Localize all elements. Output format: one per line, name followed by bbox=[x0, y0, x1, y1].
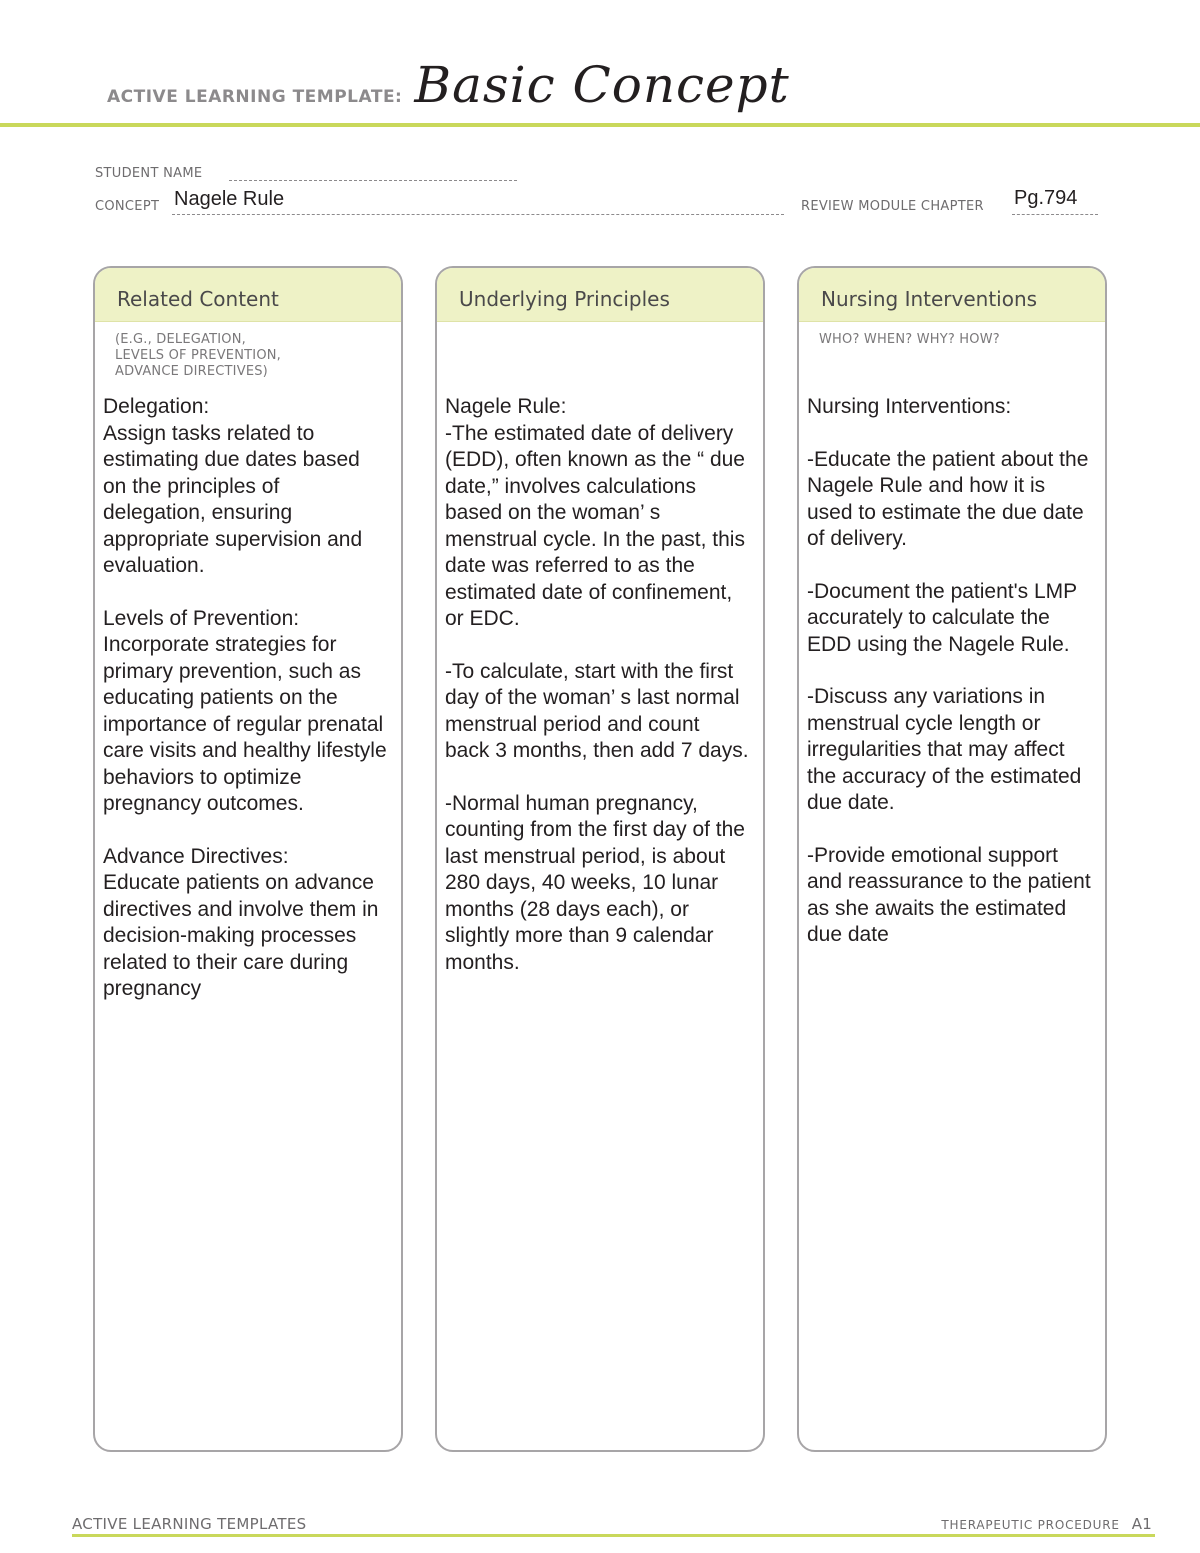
card-underlying-principles bbox=[435, 266, 765, 1452]
paragraph-heading: Nursing Interventions: bbox=[807, 395, 1012, 418]
card-subtitle bbox=[437, 322, 763, 380]
card-subtitle: WHO? WHEN? WHY? HOW? bbox=[819, 332, 1000, 347]
review-module-field[interactable] bbox=[1012, 187, 1098, 215]
footer-right bbox=[941, 1515, 1152, 1533]
student-name-label: STUDENT NAME bbox=[95, 166, 203, 181]
card-subtitle: (E.G., DELEGATION, LEVELS OF PREVENTION, ADVANCE DIRECTIVES) bbox=[115, 332, 282, 379]
concept-field[interactable] bbox=[172, 188, 784, 215]
card-title: Related Content bbox=[117, 287, 279, 311]
concept-value: Nagele Rule bbox=[174, 188, 285, 210]
template-header bbox=[107, 56, 790, 126]
card-header bbox=[437, 268, 763, 322]
paragraph-delegation: Delegation: Assign tasks related to estimating due dates based on the principles of delegation, ensuring appropriate supervision and evaluation. bbox=[103, 395, 363, 577]
card-title: Nursing Interventions bbox=[821, 287, 1038, 311]
template-label: ACTIVE LEARNING TEMPLATE: bbox=[107, 87, 403, 107]
card-nursing-interventions bbox=[797, 266, 1107, 1452]
paragraph-nagele-rule: Nagele Rule: -The estimated date of delivery (EDD), often known as the “ due date,” involves calculations based on the woman’ s menstrual cycle. In the past, this date was referred to as the estimated date of confinement, or EDC. bbox=[445, 395, 745, 630]
card-title: Underlying Principles bbox=[459, 287, 670, 311]
review-module-value: Pg.794 bbox=[1014, 187, 1078, 209]
page-number: A1 bbox=[1131, 1515, 1152, 1533]
paragraph-pregnancy-length: -Normal human pregnancy, counting from the first day of the last menstrual period, is about 280 days, 40 weeks, 10 lunar months (28 days each), or slightly more than 9 calendar months. bbox=[445, 791, 745, 974]
card-body[interactable] bbox=[437, 380, 763, 976]
concept-label: CONCEPT bbox=[95, 199, 160, 214]
footer-divider bbox=[72, 1534, 1155, 1537]
paragraph-advance-directives: Advance Directives: Educate patients on advance directives and involve them in decision-making processes related to their care during pregnancy bbox=[103, 844, 379, 1000]
header-divider bbox=[0, 123, 1200, 127]
template-title: Basic Concept bbox=[414, 56, 790, 114]
paragraph-levels-of-prevention: Levels of Prevention: Incorporate strategies for primary prevention, such as educating patients on the importance of regular prenatal care visits and healthy lifestyle behaviors to optimize pregnancy outcomes. bbox=[103, 606, 387, 815]
review-module-label: REVIEW MODULE CHAPTER bbox=[801, 199, 984, 214]
paragraph-support: -Provide emotional support and reassurance to the patient as she awaits the estimated due date bbox=[807, 843, 1091, 946]
paragraph-document: -Document the patient's LMP accurately to calculate the EDD using the Nagele Rule. bbox=[807, 579, 1077, 656]
card-body[interactable] bbox=[95, 380, 401, 1003]
paragraph-calculation: -To calculate, start with the first day of the woman’ s last normal menstrual period and count back 3 months, then add 7 days. bbox=[445, 659, 749, 762]
card-header bbox=[95, 268, 401, 322]
paragraph-discuss: -Discuss any variations in menstrual cycle length or irregularities that may affect the accuracy of the estimated due date. bbox=[807, 685, 1082, 814]
footer-left-label: ACTIVE LEARNING TEMPLATES bbox=[72, 1515, 307, 1533]
student-name-field[interactable] bbox=[229, 166, 517, 181]
footer-right-label: THERAPEUTIC PROCEDURE bbox=[941, 1518, 1120, 1532]
card-related-content bbox=[93, 266, 403, 1452]
paragraph-educate: -Educate the patient about the Nagele Rule and how it is used to estimate the due date of delivery. bbox=[807, 447, 1089, 550]
card-body[interactable] bbox=[799, 380, 1105, 949]
card-header bbox=[799, 268, 1105, 322]
